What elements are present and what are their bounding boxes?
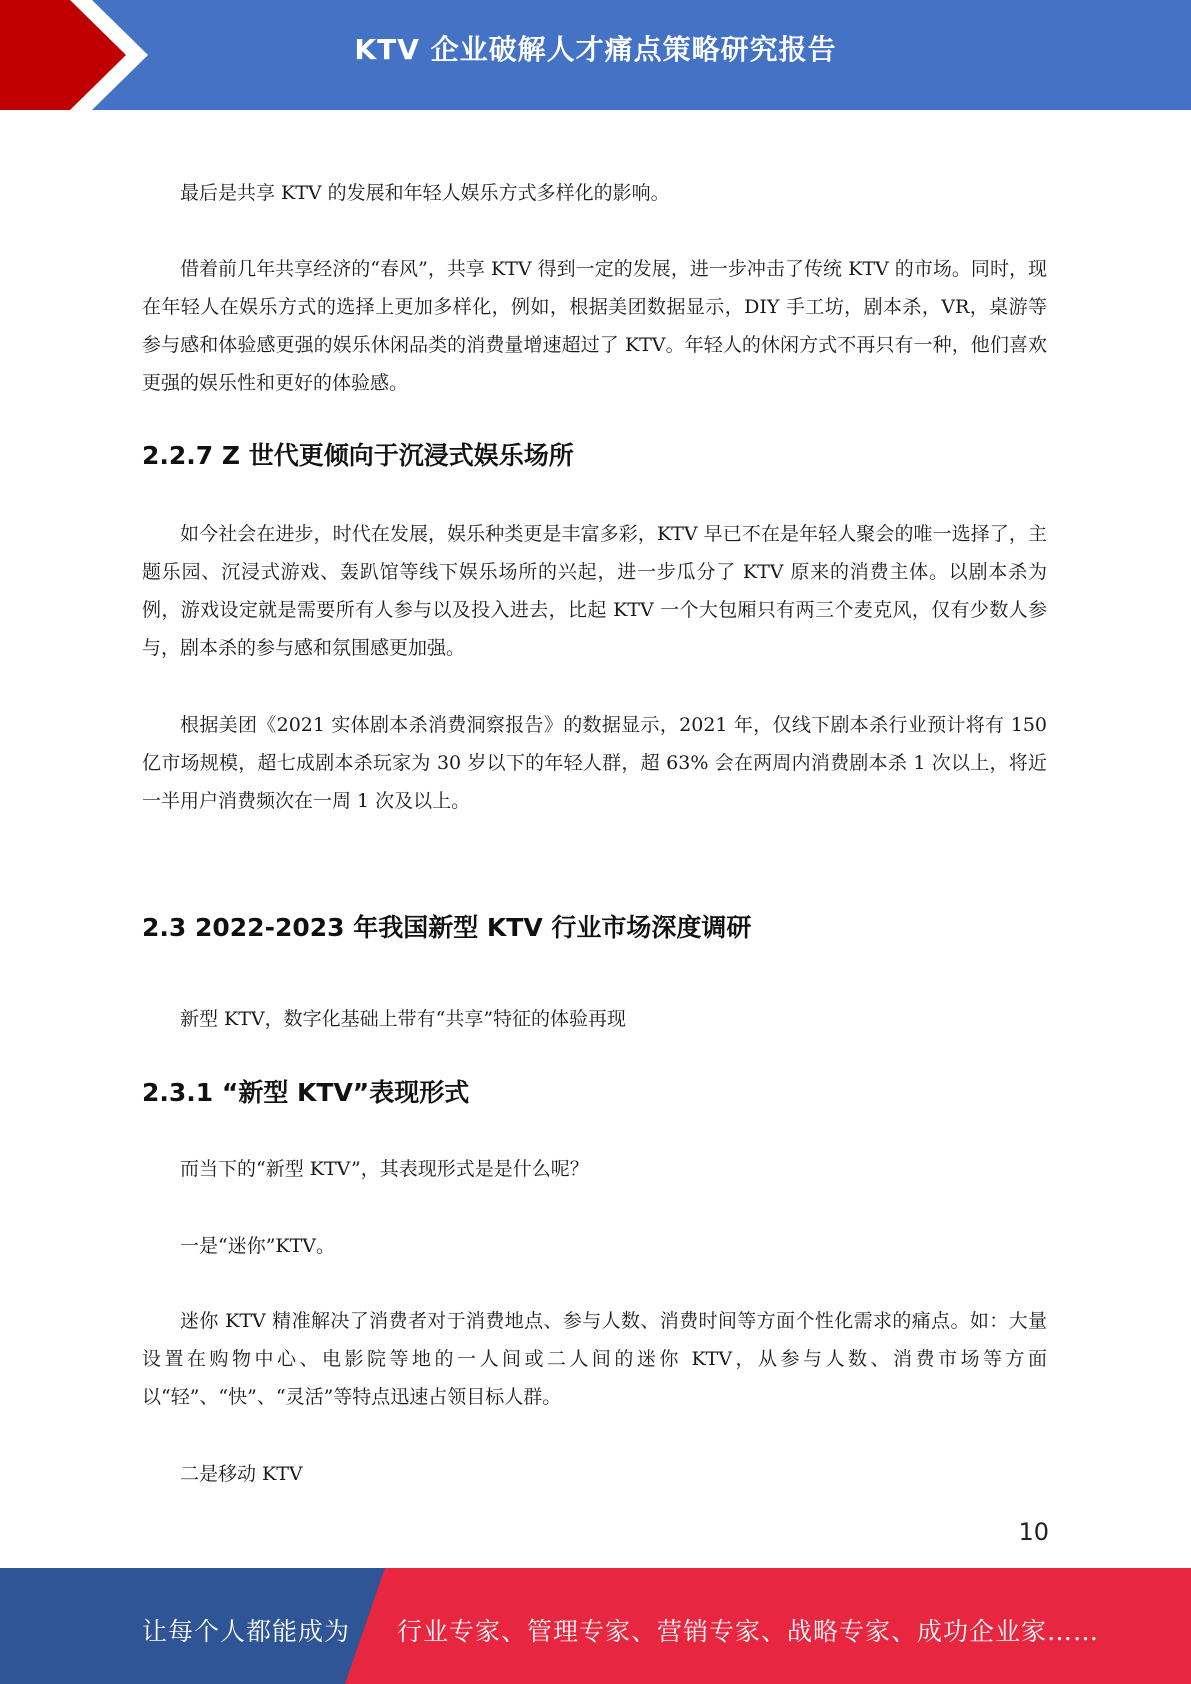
paragraph: 新型 KTV，数字化基础上带有“共享”特征的体验再现 — [180, 1008, 627, 1030]
section-heading: 2.3 2022-2023 年我国新型 KTV 行业市场深度调研 — [142, 913, 752, 942]
paragraph: 借着前几年共享经济的“春风”，共享 KTV 得到一定的发展，进一步冲击了传统 KTV 的市场。同时，现在年轻人在娱乐方式的选择上更加多样化，例如，根据美团数据显示，DIY 手工坊，剧本杀，VR，桌游等参与感和体验感更强的娱乐休闲品类的消费量增速超过了 KTV。年轻人的休闲方式不再只有一种，他们喜欢更强的娱乐性和更好的体验感。 — [142, 258, 1047, 394]
paragraph: 二是移动 KTV — [180, 1463, 303, 1485]
paragraph: 迷你 KTV 精准解决了消费者对于消费地点、参与人数、消费时间等方面个性化需求的痛点。如：大量设置在购物中心、电影院等地的一人间或二人间的迷你 KTV，从参与人数、消费市场等方面以“轻”、“快”、“灵活”等特点迅速占领目标人群。 — [142, 1310, 1047, 1408]
footer-slogan-left: 让每个人都能成为 — [142, 1617, 351, 1646]
page-footer — [0, 1568, 1191, 1684]
paragraph: 根据美团《2021 实体剧本杀消费洞察报告》的数据显示，2021 年，仅线下剧本杀行业预计将有 150 亿市场规模，超七成剧本杀玩家为 30 岁以下的年轻人群，超 63% 会在两周内消费剧本杀 1 次以上，将近一半用户消费频次在一周 1 次及以上。 — [142, 714, 1047, 812]
document-title: KTV 企业破解人才痛点策略研究报告 — [354, 33, 837, 66]
paragraph: 一是“迷你”KTV。 — [180, 1235, 336, 1257]
paragraph: 如今社会在进步，时代在发展，娱乐种类更是丰富多彩，KTV 早已不在是年轻人聚会的唯一选择了，主题乐园、沉浸式游戏、轰趴馆等线下娱乐场所的兴起，进一步瓜分了 KTV 原来的消费主体。以剧本杀为例，游戏设定就是需要所有人参与以及投入进去，比起 KTV 一个大包厢只有两三个麦克风，仅有少数人参与，剧本杀的参与感和氛围感更加强。 — [142, 523, 1047, 659]
section-heading: 2.2.7 Z 世代更倾向于沉浸式娱乐场所 — [142, 441, 574, 470]
footer-slogan-right: 行业专家、管理专家、营销专家、战略专家、成功企业家…… — [397, 1617, 1100, 1646]
paragraph: 最后是共享 KTV 的发展和年轻人娱乐方式多样化的影响。 — [180, 182, 670, 204]
page-header — [0, 0, 1191, 110]
paragraph: 而当下的“新型 KTV”，其表现形式是是什么呢？ — [180, 1158, 589, 1180]
section-heading: 2.3.1 “新型 KTV”表现形式 — [142, 1078, 470, 1107]
page-number: 10 — [1018, 1518, 1049, 1546]
